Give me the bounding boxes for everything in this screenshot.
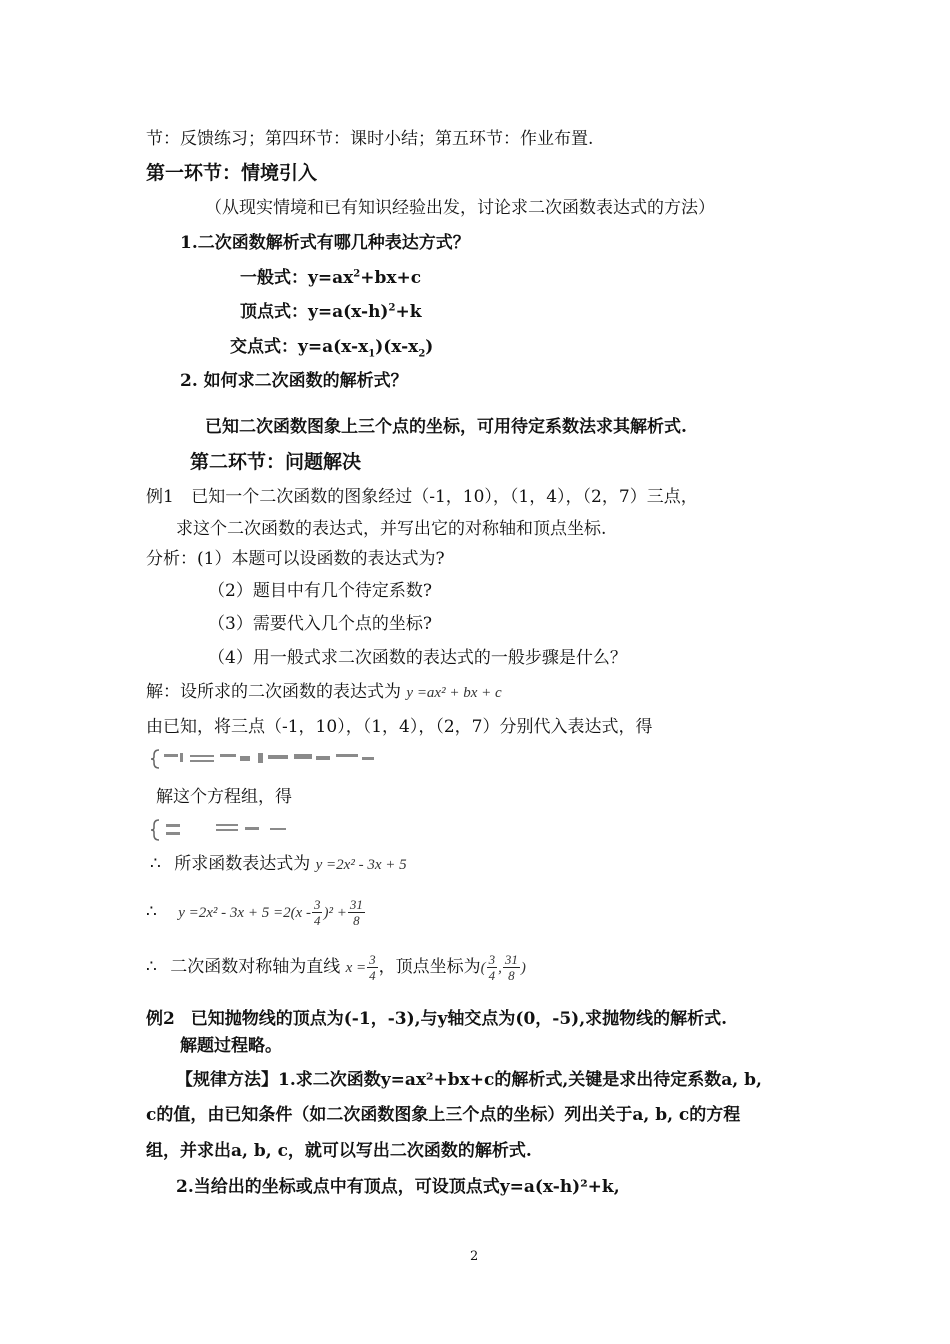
fraction-3-over-4 xyxy=(312,897,323,928)
rule-line-1: 【规律方法】1.求二次函数y=ax²+bx+c的解析式,关键是求出待定系数a, b, xyxy=(176,1070,762,1090)
square-exponent: 2 xyxy=(353,268,361,280)
comma: , xyxy=(498,960,502,976)
numerator: 3 xyxy=(488,952,496,967)
rule-line-3: 组，并求出a, b, c，就可以写出二次函数的解析式. xyxy=(146,1141,532,1161)
intercept-form-tail: ) xyxy=(425,337,434,357)
subscript-1: 1 xyxy=(368,348,376,360)
general-form-tail: +bx+c xyxy=(360,268,422,288)
analysis-4: （4）用一般式求二次函数的表达式的一般步骤是什么？ xyxy=(208,648,627,668)
result-2-formula-a: y =2x² - 3x + 5 =2(x - xyxy=(178,905,311,921)
fraction-3-over-4 xyxy=(367,952,378,983)
example-2-text: 已知抛物线的顶点为(-1，-3),与y轴交点为(0，-5),求抛物线的解析式. xyxy=(190,1009,728,1029)
solution-formula: y =ax² + bx + c xyxy=(406,685,502,701)
therefore-symbol: ∴ xyxy=(150,854,161,874)
question-1: 1.二次函数解析式有哪几种表达方式？ xyxy=(180,233,470,253)
solution-line xyxy=(146,681,502,704)
example-2-solution: 解题过程略。 xyxy=(180,1036,282,1056)
example-1-label: 例1 xyxy=(146,487,174,507)
therefore-symbol: ∴ xyxy=(146,902,157,922)
open-paren: ( xyxy=(480,960,486,976)
fraction-3-over-4 xyxy=(487,952,498,983)
example-2-label: 例2 xyxy=(146,1009,175,1029)
general-form xyxy=(240,267,421,289)
substitution-line: 由已知，将三点（-1，10），（1，4），（2，7）分别代入表达式，得 xyxy=(146,717,653,737)
example-1-text: 已知一个二次函数的图象经过（-1，10），（1，4），（2，7）三点， xyxy=(191,487,698,507)
result-2-line xyxy=(146,892,366,932)
square-exponent: 2 xyxy=(388,302,396,314)
known-three-points: 已知二次函数图象上三个点的坐标，可用待定系数法求其解析式. xyxy=(205,417,687,437)
intercept-form-mid: )(x-x xyxy=(375,337,419,357)
vertex-form-label: 顶点式：y=a(x-h) xyxy=(240,302,389,322)
vertex-form xyxy=(240,301,421,323)
example-1-line xyxy=(146,486,698,508)
numerator: 31 xyxy=(504,952,518,967)
rule-line-2: c的值，由已知条件（如二次函数图象上三个点的坐标）列出关于a, b, c的方程 xyxy=(146,1105,741,1125)
analysis-2: （2）题目中有几个待定系数? xyxy=(208,581,432,601)
section-1-note: （从现实情境和已有知识经验出发，讨论求二次函数表达式的方法） xyxy=(205,198,715,218)
question-2: 2. 如何求二次函数的解析式？ xyxy=(180,371,408,391)
numerator: 31 xyxy=(349,897,363,912)
general-form-label: 一般式：y=ax xyxy=(240,268,354,288)
result-3-line xyxy=(146,947,526,987)
analysis-3: （3）需要代入几个点的坐标? xyxy=(208,614,432,634)
rule-line-4: 2.当给出的坐标或点中有顶点，可设顶点式y=a(x-h)²+k, xyxy=(176,1177,620,1197)
example-1-text-2: 求这个二次函数的表达式，并写出它的对称轴和顶点坐标. xyxy=(176,519,607,539)
axis-x-equals: x = xyxy=(345,960,367,976)
solve-system-line: 解这个方程组，得 xyxy=(156,787,292,807)
denominator: 4 xyxy=(313,913,321,928)
analysis-line: 分析：(1）本题可以设函数的表达式为? xyxy=(146,549,445,569)
section-2-title: 第二环节：问题解决 xyxy=(190,451,362,473)
intro-tail-line: 节：反馈练习；第四环节：课时小结；第五环节：作业布置. xyxy=(146,129,594,149)
denominator: 4 xyxy=(488,968,496,983)
intercept-form xyxy=(230,336,433,358)
equation-system-image xyxy=(150,748,390,770)
denominator: 4 xyxy=(369,968,376,983)
intercept-form-label: 交点式：y=a(x-x xyxy=(230,337,369,357)
result-3-mid: ，顶点坐标为 xyxy=(378,957,481,977)
fraction-31-over-8 xyxy=(348,897,365,928)
result-2-formula-b: )² + xyxy=(323,905,347,921)
numerator: 3 xyxy=(313,897,321,912)
denominator: 8 xyxy=(508,968,515,983)
result-1-formula: y =2x² - 3x + 5 xyxy=(315,857,407,873)
example-2-line xyxy=(146,1008,727,1030)
page-number: 2 xyxy=(470,1249,479,1264)
result-3-text: 二次函数对称轴为直线 xyxy=(170,957,341,977)
result-1-text: 所求函数表达式为 xyxy=(174,854,311,874)
subscript-2: 2 xyxy=(418,348,426,360)
result-1-line xyxy=(150,853,407,876)
section-1-title: 第一环节：情境引入 xyxy=(146,162,318,184)
close-paren: ) xyxy=(520,960,526,976)
therefore-symbol: ∴ xyxy=(146,957,157,977)
denominator: 8 xyxy=(353,913,360,928)
fraction-31-over-8 xyxy=(503,952,520,983)
numerator: 3 xyxy=(369,952,376,967)
vertex-form-tail: +k xyxy=(395,302,422,322)
solution-set-image xyxy=(150,818,300,842)
solution-prefix: 解：设所求的二次函数的表达式为 xyxy=(146,682,401,702)
